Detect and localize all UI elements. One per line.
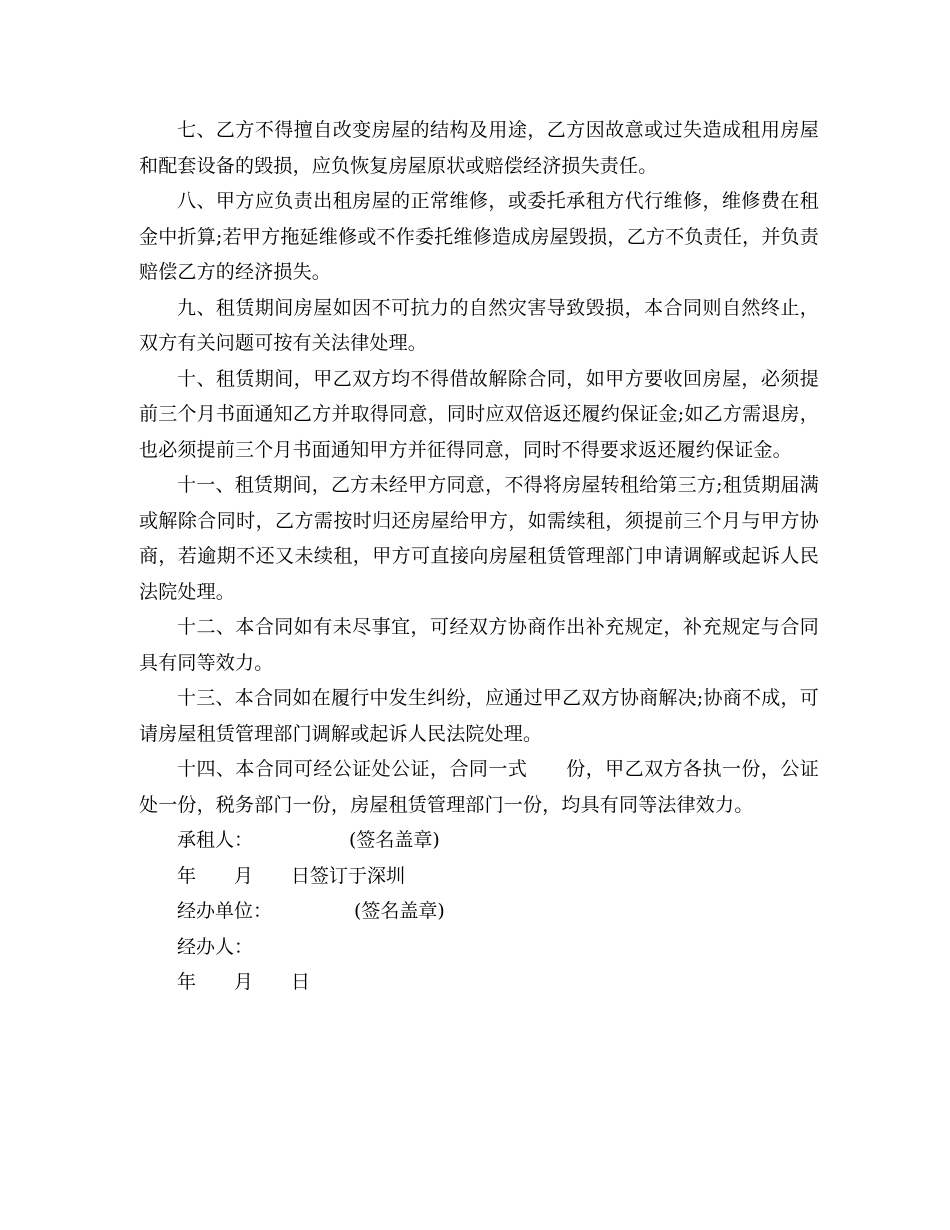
clause-9: 九、租赁期间房屋如因不可抗力的自然灾害导致毁损，本合同则自然终止，双方有关问题可按有关法律处理。	[139, 296, 819, 354]
contract-body	[139, 113, 819, 1001]
signing-day-place: 日签订于深圳	[291, 864, 406, 887]
lessee-label: 承租人：	[177, 829, 254, 851]
signing-date-line	[139, 859, 819, 895]
final-month: 月	[234, 971, 254, 993]
agency-seal-note: (签名盖章)	[354, 900, 445, 922]
handler-label: 经办人：	[177, 935, 254, 958]
clause-14: 十四、本合同可经公证处公证，合同一式 份，甲乙双方各执一份，公证处一份，税务部门一份，房屋租赁管理部门一份，均具有同等法律效力。	[139, 758, 819, 816]
clause-7: 七、乙方不得擅自改变房屋的结构及用途，乙方因故意或过失造成租用房屋和配套设备的毁损，应负恢复房屋原状或赔偿经济损失责任。	[139, 119, 819, 177]
lessee-seal-note: (签名盖章)	[349, 829, 440, 851]
final-day: 日	[291, 971, 311, 993]
agency-signature-line	[139, 894, 819, 930]
clause-13: 十三、本合同如在履行中发生纠纷，应通过甲乙双方协商解决;协商不成，可请房屋租赁管理部门调解或起诉人民法院处理。	[139, 687, 819, 745]
clause-10: 十、租赁期间，甲乙双方均不得借故解除合同，如甲方要收回房屋，必须提前三个月书面通知乙方并取得同意，同时应双倍返还履约保证金;如乙方需退房，也必须提前三个月书面通知甲方并征得同意，同时不得要求返还履约保证金。	[139, 367, 819, 461]
clause-11: 十一、租赁期间，乙方未经甲方同意，不得将房屋转租给第三方;租赁期届满或解除合同时，乙方需按时归还房屋给甲方，如需续租，须提前三个月与甲方协商，若逾期不还又未续租，甲方可直接向房屋租赁管理部门申请调解或起诉人民法院处理。	[139, 474, 819, 603]
final-date-line	[139, 965, 819, 1001]
clause-8: 八、甲方应负责出租房屋的正常维修，或委托承租方代行维修，维修费在租金中折算;若甲方拖延维修或不作委托维修造成房屋毁损，乙方不负责任，并负责赔偿乙方的经济损失。	[139, 190, 819, 283]
signing-year: 年	[177, 864, 197, 887]
clause-12: 十二、本合同如有未尽事宜，可经双方协商作出补充规定，补充规定与合同具有同等效力。	[139, 616, 819, 674]
final-year: 年	[177, 971, 197, 993]
agency-label: 经办单位：	[177, 900, 273, 922]
signing-month: 月	[234, 864, 254, 887]
lessee-signature-line	[139, 823, 819, 859]
handler-line	[139, 930, 819, 966]
